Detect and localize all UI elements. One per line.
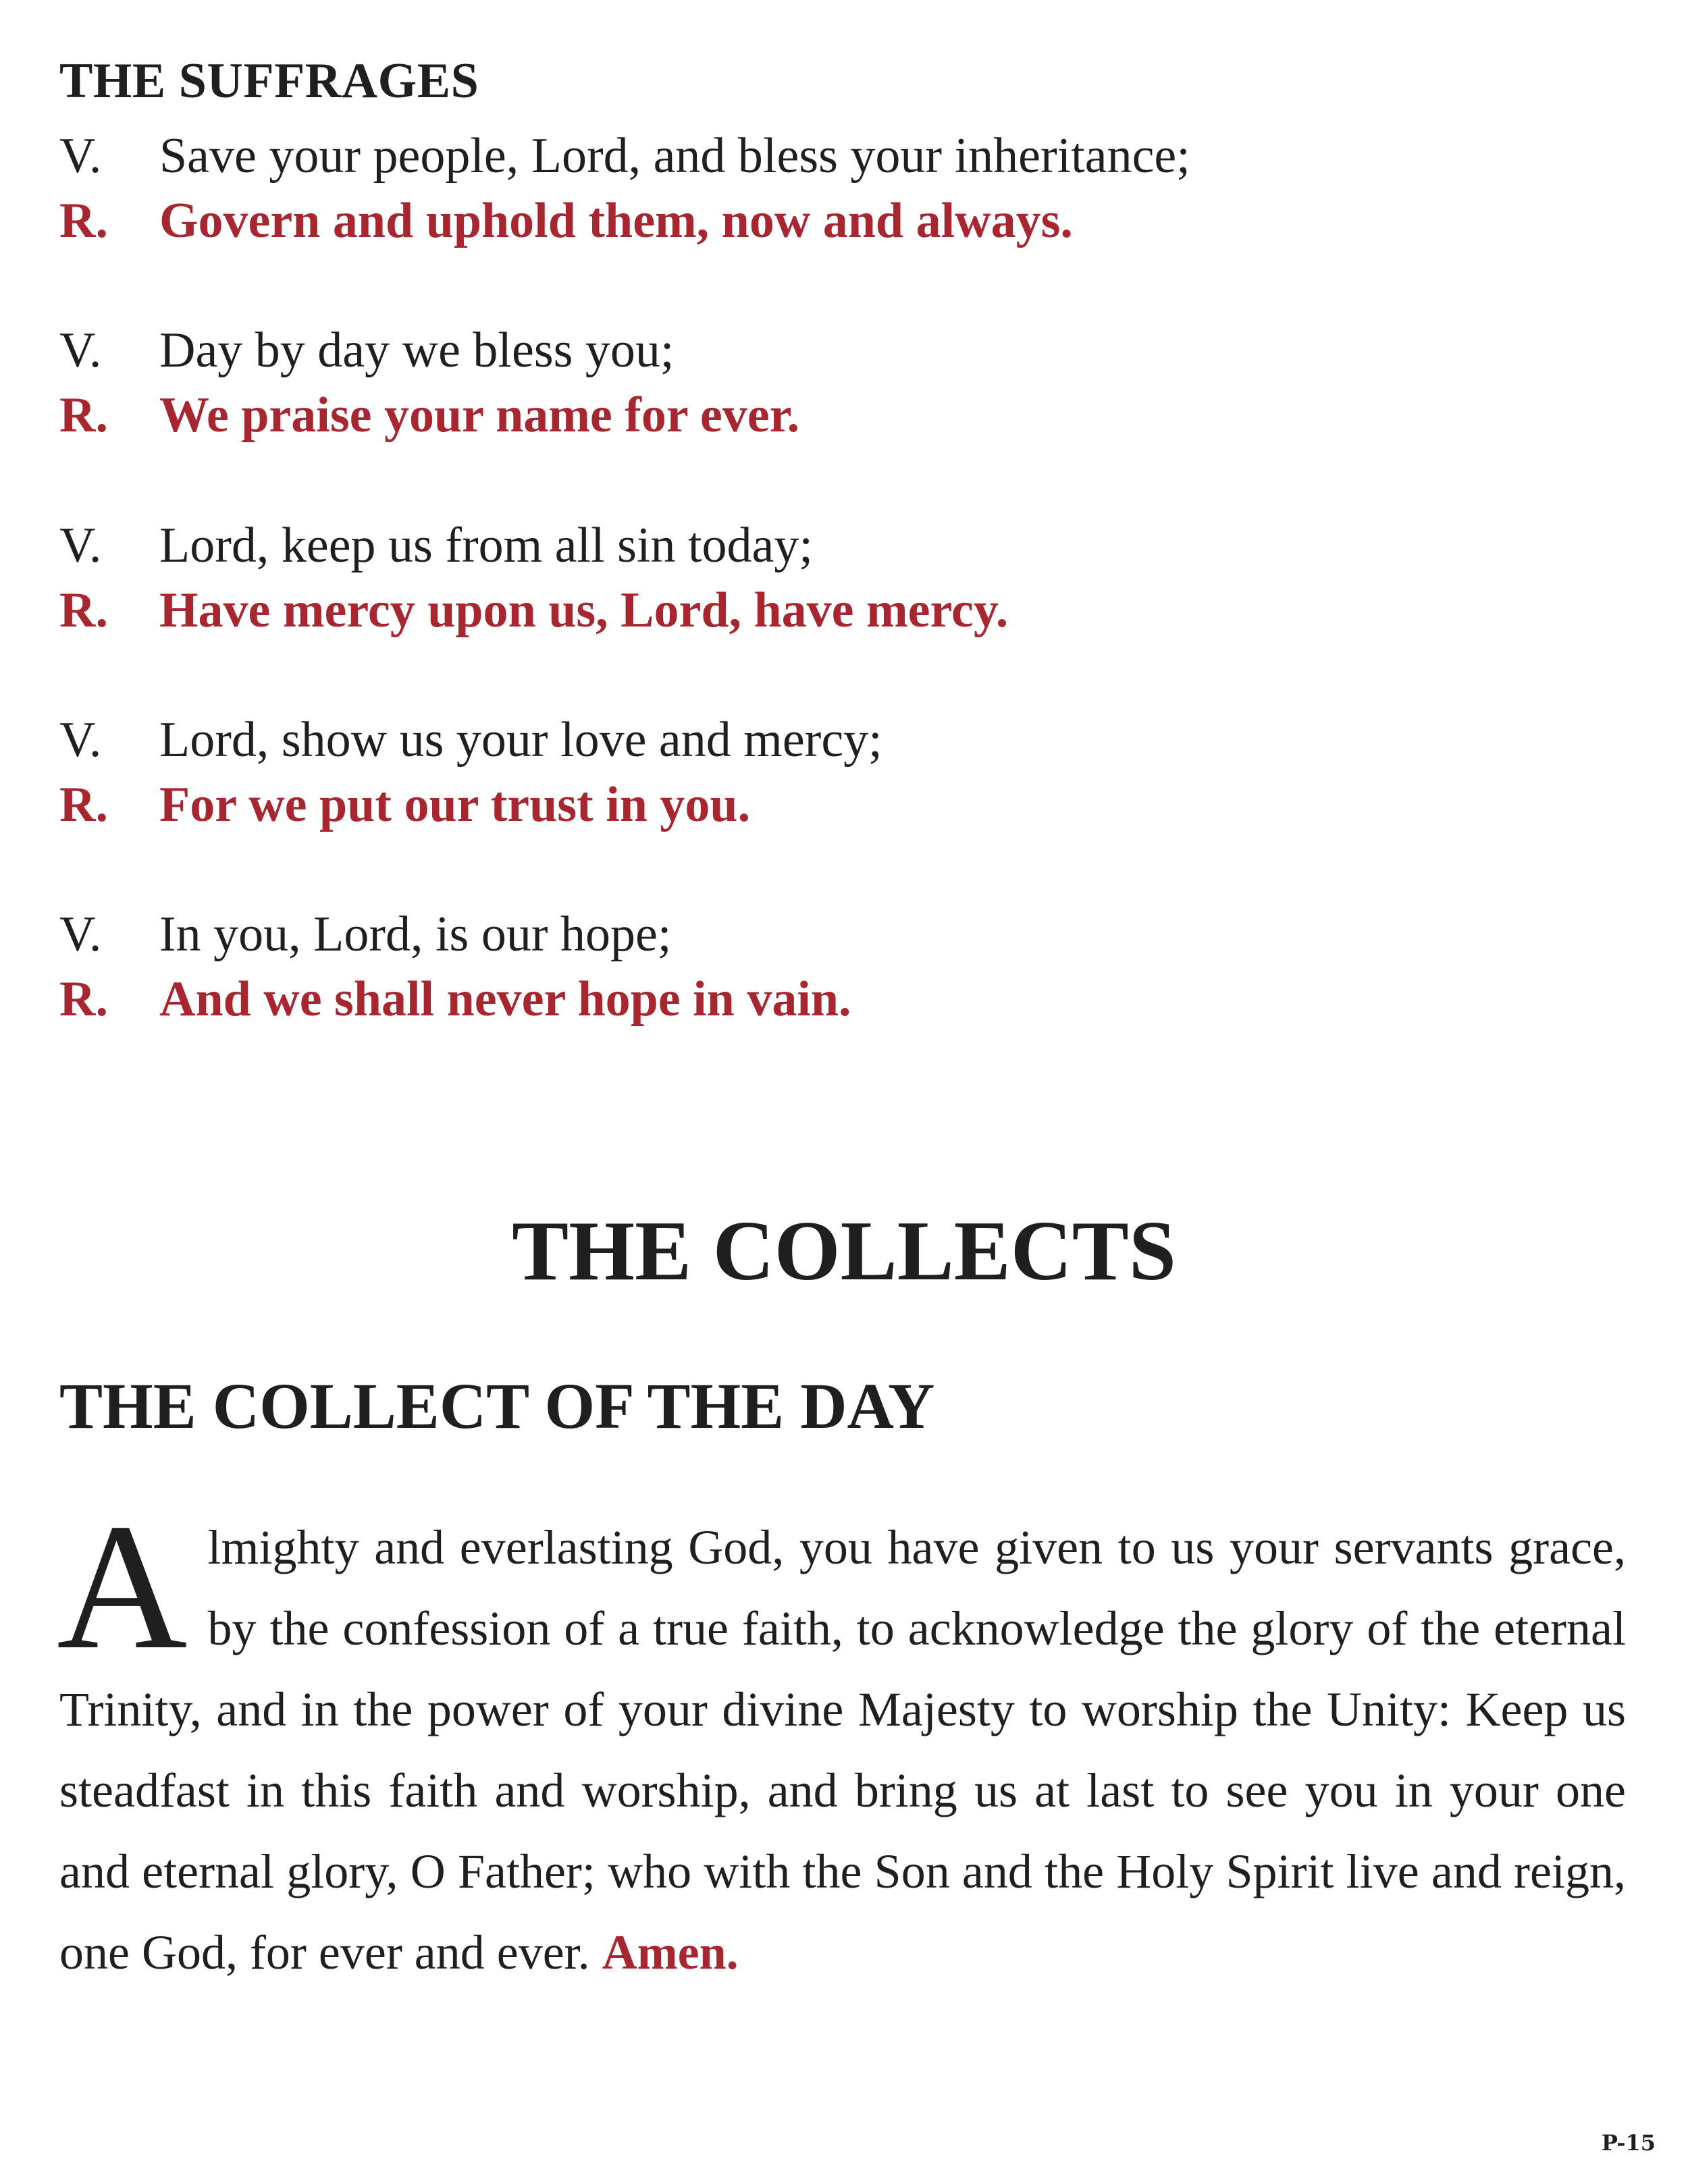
versicle-text: Lord, show us your love and mercy;	[159, 712, 882, 768]
page-number: P-15	[1601, 2130, 1656, 2156]
versicle-text: Save your people, Lord, and bless your inheritance;	[159, 128, 1190, 184]
collect-of-the-day-heading: THE COLLECT OF THE DAY	[59, 1370, 935, 1442]
suffrage-pair	[59, 318, 1633, 448]
response-text: Have mercy upon us, Lord, have mercy.	[159, 582, 1009, 638]
versicle-text: Day by day we bless you;	[159, 323, 675, 379]
versicle-line	[59, 124, 1633, 188]
suffrages-section	[59, 41, 1633, 1097]
versicle-line	[59, 513, 1633, 578]
versicle-text: In you, Lord, is our hope;	[159, 907, 672, 963]
suffrages-heading: THE SUFFRAGES	[59, 53, 479, 109]
response-text: We praise your name for ever.	[159, 388, 800, 444]
response-text: For we put our trust in you.	[159, 777, 751, 833]
suffrage-pair	[59, 513, 1633, 643]
suffrage-pair	[59, 902, 1633, 1032]
response-marker: R.	[59, 777, 108, 833]
versicle-marker: V.	[59, 517, 102, 573]
collect-body	[57, 1486, 1626, 1993]
collect-text: lmighty and everlasting God, you have given to us your servants grace, by the confession of a true faith, to acknowledge the glory of the eternal Trinity, and in the power of your divine Majesty to worship the Unity: Keep us steadfast in this faith and worship, and bring us at last to see you in your one and eternal glory, O Father; who with the Son and the Holy Spirit live and reign, one God, for ever and ever.	[59, 1520, 1626, 1979]
response-marker: R.	[59, 582, 108, 638]
response-line	[59, 383, 1633, 448]
response-marker: R.	[59, 192, 108, 248]
response-text: Govern and uphold them, now and always.	[159, 192, 1073, 248]
response-line	[59, 967, 1633, 1032]
response-line	[59, 772, 1633, 837]
versicle-marker: V.	[59, 712, 102, 768]
versicle-marker: V.	[59, 907, 102, 963]
versicle-marker: V.	[59, 323, 102, 379]
amen: Amen.	[602, 1925, 739, 1979]
response-marker: R.	[59, 388, 108, 444]
versicle-line	[59, 318, 1633, 383]
collects-title: THE COLLECTS	[512, 1204, 1176, 1298]
response-line	[59, 188, 1633, 253]
versicle-line	[59, 708, 1633, 772]
suffrage-pair	[59, 708, 1633, 837]
versicle-text: Lord, keep us from all sin today;	[159, 517, 813, 573]
response-line	[59, 578, 1633, 643]
response-text: And we shall never hope in vain.	[159, 971, 851, 1028]
suffrage-pair	[59, 124, 1633, 253]
versicle-marker: V.	[59, 128, 102, 184]
drop-cap: A	[57, 1486, 188, 1686]
versicle-line	[59, 902, 1633, 967]
response-marker: R.	[59, 971, 108, 1028]
